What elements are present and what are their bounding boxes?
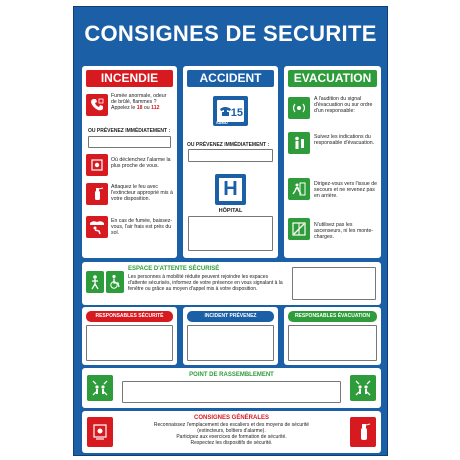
hospital-field[interactable]: [188, 216, 273, 251]
hospital-icon: [215, 174, 246, 205]
rassemblement-field[interactable]: [122, 381, 341, 403]
smoke-instructions: [111, 93, 173, 111]
fire-alarm-icon-bottom: [87, 417, 113, 447]
follow-text: Suivez les indications du responsable d'évacuation.: [314, 134, 375, 146]
smoke-low-text: En cas de fumée, baissez-vous, l'air frais est près du sol.: [111, 218, 173, 236]
accident-header: ACCIDENT: [187, 70, 274, 87]
responsables-securite-panel: [82, 307, 177, 365]
incendie-contact-field[interactable]: [88, 136, 171, 148]
alarm-text: Où déclenchez l'alarme la plus proche de vous.: [111, 157, 171, 169]
generales-line-1: Reconnaissez l'emplacement des escaliers et des moyens de sécurité: [153, 422, 310, 428]
rassemblement-header: POINT DE RASSEMBLEMENT: [189, 372, 274, 378]
phone-icon: [86, 94, 108, 116]
generales-line-2: (extincteurs, boîtiers d'alarme).: [197, 428, 266, 434]
accident-contact-field[interactable]: [188, 149, 273, 162]
responsables-evacuation-label: RESPONSABLES ÉVACUATION: [288, 311, 377, 322]
espace-field[interactable]: [292, 267, 376, 300]
espace-attente-panel: [82, 262, 381, 305]
wheelchair-icon: [106, 271, 124, 293]
accident-column: [183, 66, 278, 258]
samu-label: SAMU: [216, 120, 228, 125]
rassemblement-panel: [82, 368, 381, 408]
incident-prevenez-panel: [183, 307, 278, 365]
emergency-exit-icon: [288, 178, 310, 200]
espace-header: ESPACE D'ATTENTE SÉCURISÉ: [128, 266, 220, 272]
accident-prevenez-label: OU PRÉVENEZ IMMÉDIATEMENT :: [187, 142, 270, 148]
assembly-point-icon-right: [350, 375, 376, 401]
smoke-crouch-icon: [86, 216, 108, 238]
incident-prevenez-label: INCIDENT PRÉVENEZ: [187, 311, 274, 322]
signal-text: A l'audition du signal d'évacuation ou sur ordre d'un responsable:: [314, 96, 373, 114]
extinguisher-text: Attaquez le feu avec l'extincteur approprié mis à votre disposition.: [111, 184, 173, 202]
evacuation-person-icon: [86, 271, 104, 293]
evacuation-column: [284, 66, 381, 258]
hospital-letter: H: [219, 178, 242, 201]
fire-number: 18: [136, 105, 143, 111]
number-separator: ou: [143, 105, 150, 111]
incendie-column: [82, 66, 177, 258]
exit-text: Dirigez-vous vers l'issue de secours et ne revenez pas en arrière.: [314, 181, 377, 199]
samu-sign: [213, 96, 248, 126]
evacuation-header: EVACUATION: [288, 70, 377, 87]
elevator-text: N'utilisez pas les ascenseurs, ni les monte-charges.: [314, 222, 374, 240]
generales-line-3: Participez aux exercices de formation de sécurité.: [176, 434, 287, 440]
espace-text: Les personnes à mobilité réduite peuvent rejoindre les espaces d'attente sécurisés, informez de votre présence en vous signalant à la fenêtre ou grâce au moyen d'appel mis à votre disposition.: [128, 274, 283, 292]
extinguisher-icon-bottom: [350, 417, 376, 447]
responsables-securite-label: RESPONSABLES SÉCURITÉ: [86, 311, 173, 322]
generales-text: [118, 422, 345, 446]
generales-header: CONSIGNES GÉNÉRALES: [193, 415, 269, 421]
evacuation-signal-icon: [288, 97, 310, 119]
fire-alarm-icon: [86, 154, 108, 176]
responsables-securite-field[interactable]: [86, 325, 173, 361]
responsables-evacuation-field[interactable]: [288, 325, 377, 361]
emergency-number: 112: [151, 105, 160, 111]
evacuation-guide-icon: [288, 132, 310, 154]
incendie-header: INCENDIE: [86, 70, 173, 87]
responsables-evacuation-panel: [284, 307, 381, 365]
hospital-label: HÔPITAL: [218, 208, 243, 214]
assembly-point-icon-left: [87, 375, 113, 401]
safety-poster: [73, 6, 388, 456]
samu-number: 15: [230, 107, 243, 119]
poster-title: CONSIGNES DE SECURITE: [84, 21, 377, 46]
extinguisher-icon: [86, 183, 108, 205]
samu-panel: [217, 100, 244, 122]
smoke-text: Fumée anormale, odeur de brûlé, flammes ? Appelez le: [111, 93, 167, 111]
incendie-prevenez-label: OU PRÉVENEZ IMMÉDIATEMENT :: [88, 128, 171, 134]
no-elevator-icon: [288, 218, 310, 240]
consignes-generales-panel: [82, 411, 381, 453]
incident-prevenez-field[interactable]: [187, 325, 274, 361]
generales-line-4: Respectez les dispositifs de sécurité.: [190, 440, 273, 446]
